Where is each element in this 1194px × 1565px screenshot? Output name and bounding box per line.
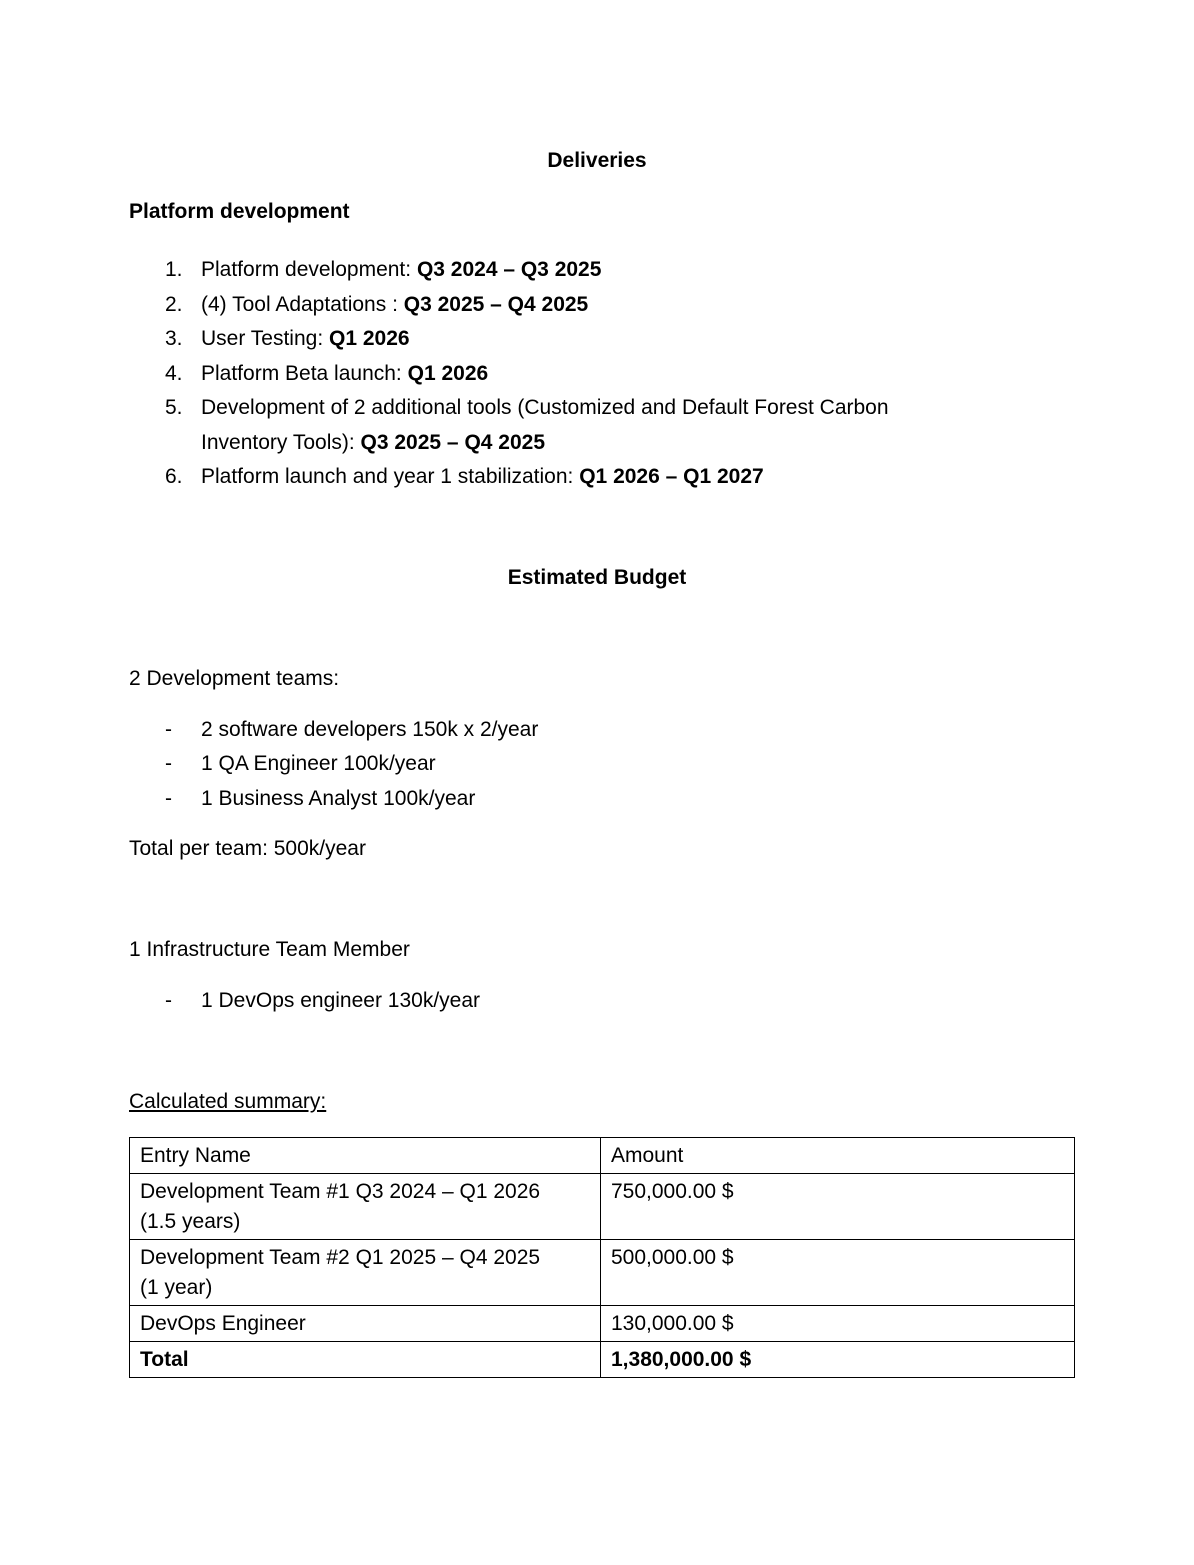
summary-label: Calculated summary: bbox=[129, 1090, 327, 1113]
table-row bbox=[130, 1174, 1075, 1240]
amount-cell: 500,000.00 $ bbox=[601, 1240, 1075, 1306]
table-total-row bbox=[130, 1342, 1075, 1378]
entry-name-cell: DevOps Engineer bbox=[130, 1306, 601, 1342]
budget-summary-table bbox=[129, 1137, 1075, 1378]
platform-development-heading: Platform development bbox=[129, 200, 350, 223]
budget-title: Estimated Budget bbox=[507, 566, 687, 589]
total-amount-cell: 1,380,000.00 $ bbox=[601, 1342, 1075, 1378]
amount-cell: 130,000.00 $ bbox=[601, 1306, 1075, 1342]
entry-name-cell: Development Team #1 Q3 2024 – Q1 2026 (1.5 years) bbox=[130, 1174, 601, 1240]
total-per-team: Total per team: 500k/year bbox=[129, 837, 366, 860]
table-header-row bbox=[130, 1138, 1075, 1174]
entry-name-cell: Development Team #2 Q1 2025 – Q4 2025 (1 year) bbox=[130, 1240, 601, 1306]
column-header-entry-name: Entry Name bbox=[130, 1138, 601, 1174]
column-header-amount: Amount bbox=[601, 1138, 1075, 1174]
table-row bbox=[130, 1306, 1075, 1342]
amount-cell: 750,000.00 $ bbox=[601, 1174, 1075, 1240]
infra-label: 1 Infrastructure Team Member bbox=[129, 938, 410, 961]
deliveries-title: Deliverіes bbox=[547, 149, 647, 172]
total-label-cell: Total bbox=[130, 1342, 601, 1378]
dev-teams-label: 2 Development teams: bbox=[129, 667, 340, 690]
table-row bbox=[130, 1240, 1075, 1306]
